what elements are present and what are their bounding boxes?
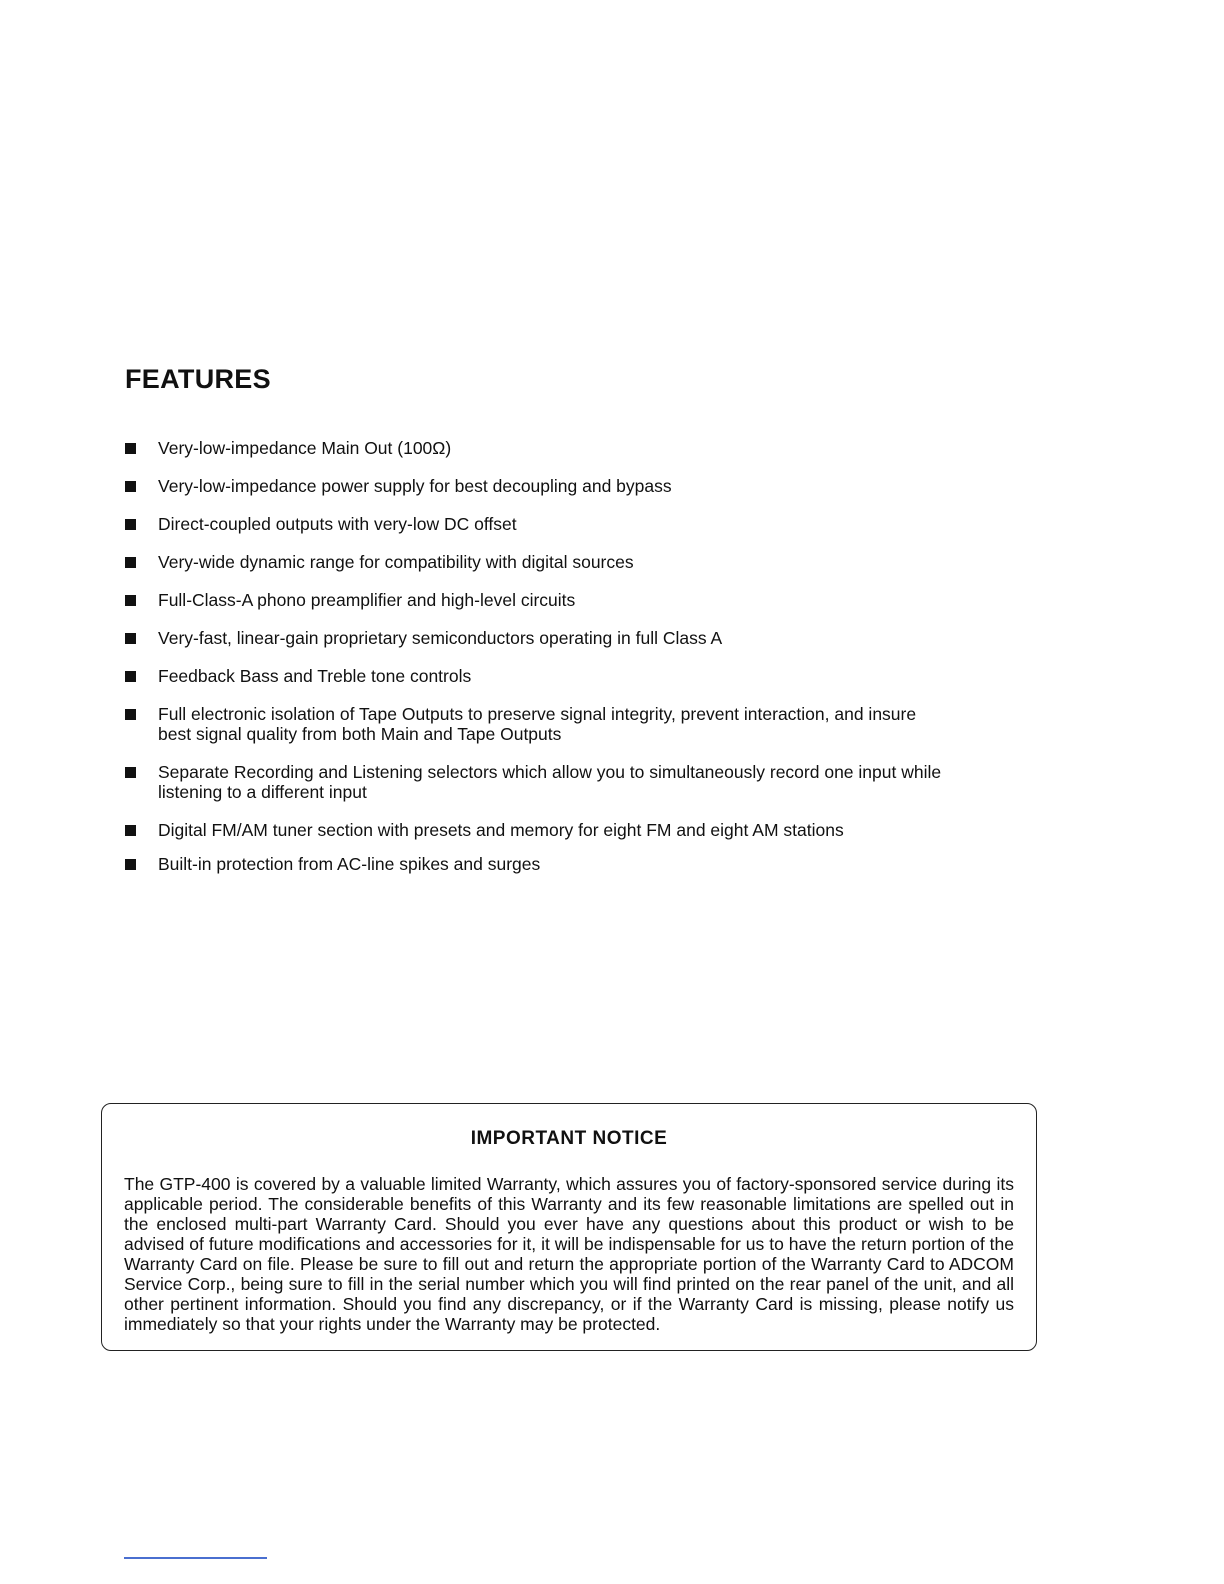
feature-text: Very-low-impedance power supply for best decoupling and bypass: [158, 476, 672, 496]
important-notice-box: [101, 1103, 1037, 1351]
square-bullet-icon: [125, 671, 136, 682]
feature-text: Digital FM/AM tuner section with presets and memory for eight FM and eight AM stations: [158, 820, 844, 840]
feature-item: [125, 590, 945, 610]
feature-text: Very-wide dynamic range for compatibility with digital sources: [158, 552, 634, 572]
square-bullet-icon: [125, 825, 136, 836]
feature-text: Built-in protection from AC-line spikes and surges: [158, 854, 541, 874]
square-bullet-icon: [125, 767, 136, 778]
features-list: [125, 438, 945, 892]
feature-item: [125, 704, 945, 744]
feature-text: Direct-coupled outputs with very-low DC offset: [158, 514, 517, 534]
square-bullet-icon: [125, 519, 136, 530]
feature-text: Very-low-impedance Main Out (100Ω): [158, 438, 452, 458]
feature-item: [125, 476, 945, 496]
feature-item: [125, 438, 945, 458]
square-bullet-icon: [125, 557, 136, 568]
feature-item: [125, 854, 945, 874]
square-bullet-icon: [125, 595, 136, 606]
feature-item: [125, 514, 945, 534]
feature-item: [125, 552, 945, 572]
feature-item: [125, 762, 945, 802]
feature-text: Full electronic isolation of Tape Outputs to preserve signal integrity, prevent interaction, and insure best signal quality from both Main and Tape Outputs: [158, 704, 917, 744]
notice-body: The GTP-400 is covered by a valuable limited Warranty, which assures you of factory-sponsored service during its applicable period. The considerable benefits of this Warranty and its few reasonable limitations are spelled out in the enclosed multi-part Warranty Card. Should you ever have any questions about this product or wish to be advised of future modifications and accessories for it, it will be indispensable for us to have the return portion of the Warranty Card on file. Please be sure to fill out and return the appropriate portion of the Warranty Card to ADCOM Service Corp., being sure to fill in the serial number which you will find printed on the rear panel of the unit, and all other pertinent information. Should you find any discrepancy, or if the Warranty Card is missing, please notify us immediately so that your rights under the Warranty may be protected.: [124, 1174, 1014, 1334]
feature-text: Very-fast, linear-gain proprietary semiconductors operating in full Class A: [158, 628, 723, 648]
feature-item: [125, 666, 945, 686]
notice-title: IMPORTANT NOTICE: [470, 1128, 668, 1149]
square-bullet-icon: [125, 709, 136, 720]
feature-item: [125, 628, 945, 648]
features-heading: FEATURES: [125, 364, 271, 394]
square-bullet-icon: [125, 481, 136, 492]
feature-text: Full-Class-A phono preamplifier and high-level circuits: [158, 590, 576, 610]
square-bullet-icon: [125, 633, 136, 644]
square-bullet-icon: [125, 443, 136, 454]
feature-text: Feedback Bass and Treble tone controls: [158, 666, 472, 686]
square-bullet-icon: [125, 859, 136, 870]
feature-item: [125, 820, 945, 840]
feature-text: Separate Recording and Listening selectors which allow you to simultaneously record one input while listening to a different input: [158, 762, 942, 802]
footer-rule: [124, 1557, 267, 1559]
